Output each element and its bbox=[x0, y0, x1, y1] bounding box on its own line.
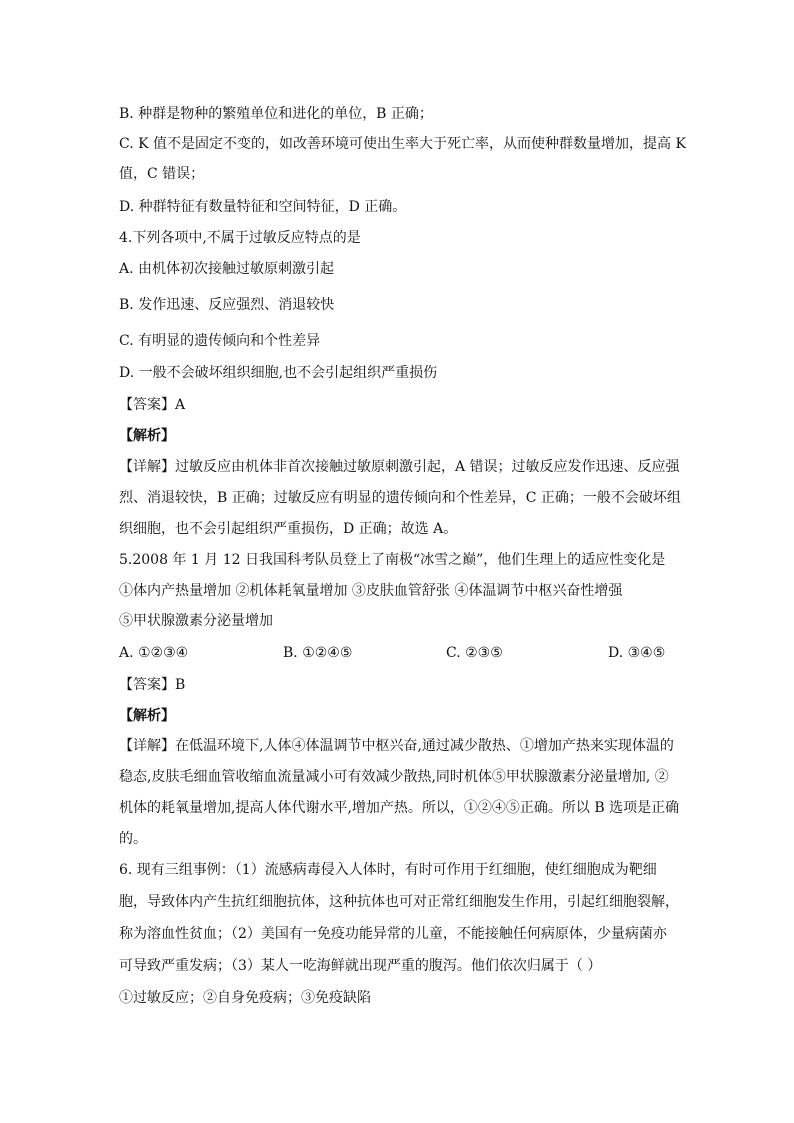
q5-option-b: B. ①②④⑤ bbox=[283, 645, 353, 661]
q4-option-c: C. 有明显的遗传倾向和个性差异 bbox=[119, 333, 321, 349]
q5-option-a: A. ①②③④ bbox=[119, 645, 189, 661]
q3-option-c-text: C. K 值不是固定不变的，如改善环境可使出生率大于死亡率，从而使种群数量增加，提高 K bbox=[119, 136, 686, 152]
q6-stem-line-2: 胞，导致体内产生抗红细胞抗体，这种抗体也可对正常红细胞发生作用，引起红细胞裂解， bbox=[119, 894, 679, 910]
q5-option-d: D. ③④⑤ bbox=[608, 645, 666, 661]
q4-answer: 【答案】A bbox=[119, 397, 186, 413]
q4-detail-line-1: 【详解】过敏反应由机体非首次接触过敏原刺激引起，A 错误；过敏反应发作迅速、反应强 bbox=[119, 459, 680, 475]
q4-stem: 4.下列各项中,不属于过敏反应特点的是 bbox=[119, 230, 361, 246]
q6-stem-line-1: 6. 现有三组事例：（1）流感病毒侵入人体时，有时可作用于红细胞，使红细胞成为靶细 bbox=[119, 862, 657, 878]
q5-detail-line-1: 【详解】在低温环境下,人体④体温调节中枢兴奋,通过减少散热、①增加产热来实现体温的 bbox=[119, 738, 674, 754]
q4-detail-line-2: 烈、消退较快，B 正确；过敏反应有明显的遗传倾向和个性差异，C 正确；一般不会破坏组 bbox=[119, 490, 681, 506]
q3-option-d-text: D. 种群特征有数量特征和空间特征，D 正确。 bbox=[119, 199, 407, 215]
q5-answer: 【答案】B bbox=[119, 677, 186, 693]
q3-option-c-text-cont: 值，C 错误； bbox=[119, 166, 205, 182]
q3-option-b-text: B. 种群是物种的繁殖单位和进化的单位，B 正确； bbox=[119, 106, 433, 122]
q4-option-d: D. 一般不会破坏组织细胞,也不会引起组织严重损伤 bbox=[119, 365, 438, 381]
q5-stem: 5.2008 年 1 月 12 日我国科考队员登上了南极“冰雪之巅”，他们生理上的适应性变化是 bbox=[119, 552, 666, 568]
q5-items-line-2: ⑤甲状腺激素分泌量增加 bbox=[119, 613, 273, 629]
q4-option-b: B. 发作迅速、反应强烈、消退较快 bbox=[119, 297, 335, 313]
q5-items-line-1: ①体内产热量增加 ②机体耗氧量增加 ③皮肤血管舒张 ④体温调节中枢兴奋性增强 bbox=[119, 583, 623, 599]
q4-option-a: A. 由机体初次接触过敏原刺激引起 bbox=[119, 261, 335, 277]
q6-stem-line-4: 可导致严重发病；（3）某人一吃海鲜就出现严重的腹泻。他们依次归属于（ ） bbox=[119, 958, 602, 974]
q4-detail-line-3: 织细胞，也不会引起组织严重损伤，D 正确；故选 A。 bbox=[119, 521, 458, 537]
q6-choices: ①过敏反应；②自身免疫病；③免疫缺陷 bbox=[119, 990, 371, 1006]
q5-detail-line-4: 的。 bbox=[119, 831, 147, 847]
q4-analysis-heading: 【解析】 bbox=[119, 428, 175, 444]
q6-stem-line-3: 称为溶血性贫血；（2）美国有一免疫功能异常的儿童，不能接触任何病原体，少量病菌亦 bbox=[119, 926, 667, 942]
q5-detail-line-3: 机体的耗氧量增加,提高人体代谢水平,增加产热。所以，①②④⑤正确。所以 B 选项是正确 bbox=[119, 800, 680, 816]
q5-detail-line-2: 稳态,皮肤毛细血管收缩血流量减小可有效减少散热,同时机体⑤甲状腺激素分泌量增加, ② bbox=[119, 769, 669, 785]
q5-analysis-heading: 【解析】 bbox=[119, 708, 175, 724]
q5-option-c: C. ②③⑤ bbox=[446, 645, 503, 661]
